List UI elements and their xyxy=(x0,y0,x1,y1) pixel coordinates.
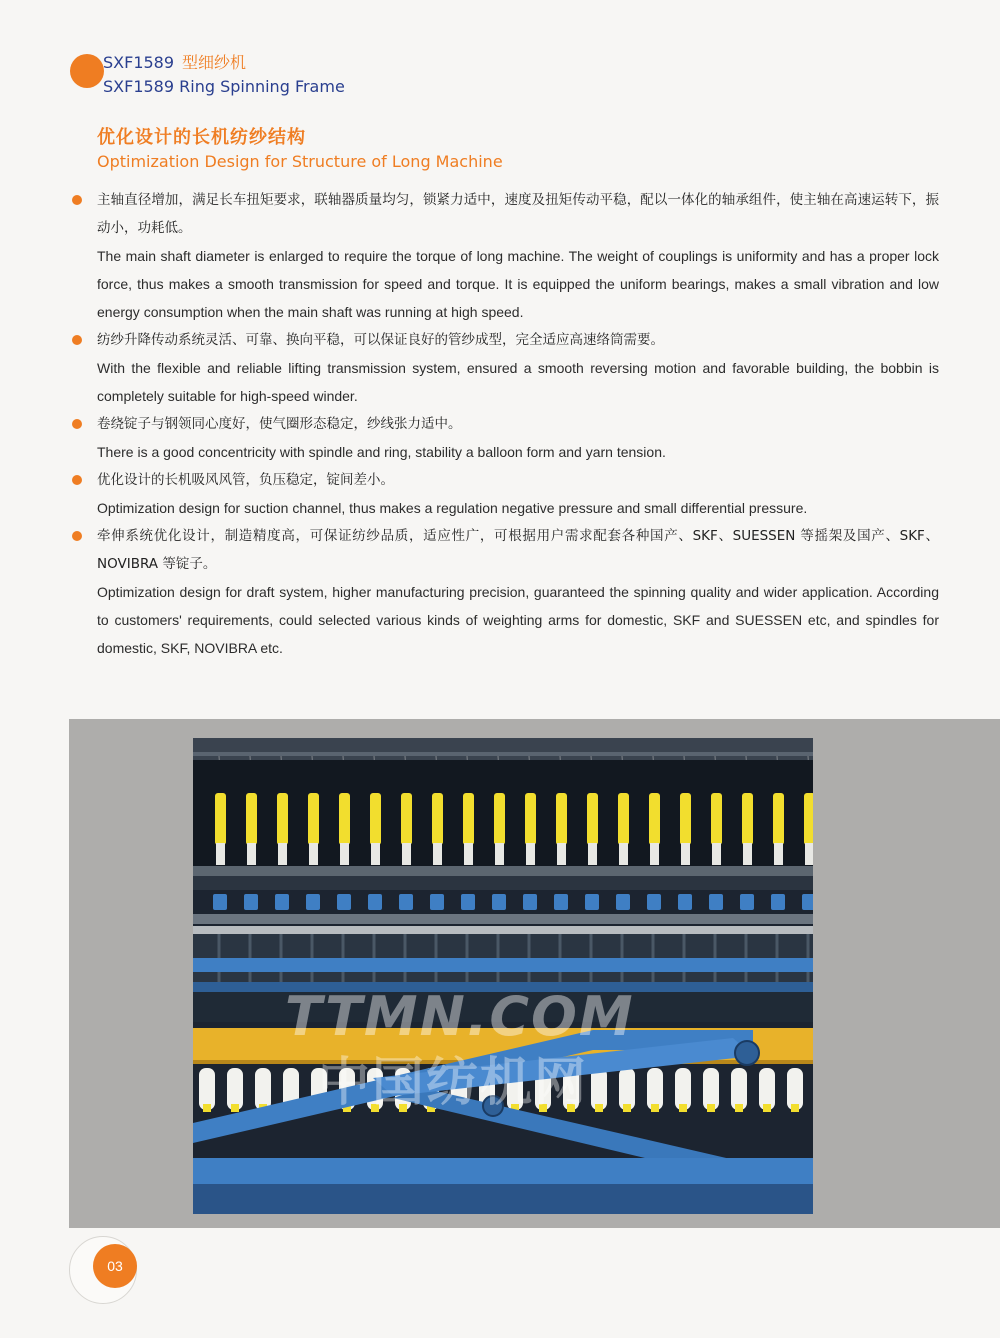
white-tube-base xyxy=(681,843,690,865)
yellow-bobbin xyxy=(432,793,443,845)
white-tube-base xyxy=(309,843,318,865)
spindle-head xyxy=(399,894,413,910)
feature-text-en: Optimization design for draft system, higher manufacturing precision, guaranteed the spinning quality and wider application. According to customers' requirements, could selected various kinds of weighting arms for domestic, SKF and SUESSEN etc, and spindles for domestic, SKF, NOVIBRA etc. xyxy=(97,584,939,656)
feature-list xyxy=(97,186,939,662)
yellow-bobbin xyxy=(742,793,753,845)
yellow-bobbin xyxy=(587,793,598,845)
spindle-head xyxy=(523,894,537,910)
white-tube-base xyxy=(805,843,813,865)
white-tube-base xyxy=(619,843,628,865)
white-bobbin xyxy=(255,1068,271,1110)
bobbin-tip xyxy=(679,1104,687,1112)
yellow-bobbin xyxy=(215,793,226,845)
machine-photo xyxy=(193,738,813,1214)
yellow-bobbin xyxy=(804,793,813,845)
yellow-bobbin xyxy=(618,793,629,845)
feature-text-cn: 优化设计的长机吸风风管，负压稳定，锭间差小。 xyxy=(97,472,394,488)
spindle-head xyxy=(213,894,227,910)
section-title-cn: 优化设计的长机纺纱结构 xyxy=(97,127,306,148)
feature-text-en: There is a good concentricity with spindle and ring, stability a balloon form and yarn tension. xyxy=(97,444,666,460)
white-tube-base xyxy=(743,843,752,865)
yellow-bobbin xyxy=(308,793,319,845)
spindle-head xyxy=(244,894,258,910)
bobbin-tip xyxy=(707,1104,715,1112)
white-tube-base xyxy=(402,843,411,865)
bobbin-tip xyxy=(203,1104,211,1112)
white-tube-base xyxy=(371,843,380,865)
page-number: 03 xyxy=(93,1244,137,1288)
bullet-dot xyxy=(72,335,82,345)
spindle-head xyxy=(430,894,444,910)
white-bobbin xyxy=(703,1068,719,1110)
watermark-en: TTMN.COM xyxy=(285,985,635,1048)
white-tube-base xyxy=(650,843,659,865)
white-tube-base xyxy=(464,843,473,865)
feature-item xyxy=(97,326,939,410)
feature-text-cn: 主轴直径增加，满足长车扭矩要求，联轴器质量均匀，锁紧力适中，速度及扭矩传动平稳，配以一体化的轴承组件，使主轴在高速运转下，振动小，功耗低。 xyxy=(97,192,939,236)
bobbin-tip xyxy=(623,1104,631,1112)
yellow-bobbin xyxy=(277,793,288,845)
white-tube-base xyxy=(774,843,783,865)
yellow-bobbin xyxy=(649,793,660,845)
white-tube-base xyxy=(433,843,442,865)
yellow-bobbin xyxy=(680,793,691,845)
white-bobbin xyxy=(591,1068,607,1110)
spindle-head xyxy=(554,894,568,910)
spindle-head xyxy=(647,894,661,910)
yellow-bobbin xyxy=(246,793,257,845)
feature-text-cn: 牵伸系统优化设计，制造精度高，可保证纺纱品质，适应性广，可根据用户需求配套各种国产、SKF、SUESSEN 等摇架及国产、SKF、NOVIBRA 等锭子。 xyxy=(97,528,939,572)
feature-item xyxy=(97,410,939,466)
bullet-dot xyxy=(72,419,82,429)
feature-text-cn: 卷绕锭子与钢领同心度好，使气圈形态稳定，纱线张力适中。 xyxy=(97,416,462,432)
header-model: SXF1589 xyxy=(103,53,175,72)
bobbin-tip xyxy=(651,1104,659,1112)
spindle-head xyxy=(585,894,599,910)
white-bobbin xyxy=(647,1068,663,1110)
spindle-head xyxy=(337,894,351,910)
feature-item xyxy=(97,466,939,522)
feature-text-en: With the flexible and reliable lifting transmission system, ensured a smooth reversing motion and favorable building, the bobbin is completely suitable for high-speed winder. xyxy=(97,360,939,404)
spindle-head xyxy=(492,894,506,910)
yellow-bobbin xyxy=(339,793,350,845)
white-bobbin xyxy=(675,1068,691,1110)
white-tube-base xyxy=(557,843,566,865)
spindle-head xyxy=(461,894,475,910)
white-bobbin xyxy=(787,1068,803,1110)
bobbin-tip xyxy=(231,1104,239,1112)
feature-item xyxy=(97,186,939,326)
header-orange-dot xyxy=(70,54,104,88)
bullet-dot xyxy=(72,531,82,541)
spindle-head xyxy=(709,894,723,910)
spindle-head xyxy=(275,894,289,910)
yellow-bobbin xyxy=(401,793,412,845)
spindle-head xyxy=(802,894,813,910)
white-bobbin xyxy=(731,1068,747,1110)
white-tube-base xyxy=(712,843,721,865)
white-tube-base xyxy=(588,843,597,865)
white-tube-base xyxy=(216,843,225,865)
yellow-bobbin xyxy=(525,793,536,845)
spindle-head xyxy=(678,894,692,910)
bobbin-tip xyxy=(595,1104,603,1112)
spindle-head xyxy=(740,894,754,910)
header-name-en: SXF1589 Ring Spinning Frame xyxy=(103,77,345,96)
feature-text-cn: 纺纱升降传动系统灵活、可靠、换向平稳，可以保证良好的管纱成型，完全适应高速络筒需要。 xyxy=(97,332,664,348)
spindle-head xyxy=(368,894,382,910)
yellow-bobbin xyxy=(773,793,784,845)
yellow-bobbin xyxy=(711,793,722,845)
feature-text-en: Optimization design for suction channel, thus makes a regulation negative pressure and small differential pressure. xyxy=(97,500,808,516)
bobbin-tip xyxy=(735,1104,743,1112)
watermark-cn: 中国纺机网 xyxy=(318,1053,589,1113)
header-name-cn: 型细纱机 xyxy=(182,53,247,72)
white-bobbin xyxy=(227,1068,243,1110)
spindle-head xyxy=(771,894,785,910)
white-tube-base xyxy=(247,843,256,865)
white-bobbin xyxy=(619,1068,635,1110)
spindle-head xyxy=(616,894,630,910)
white-bobbin xyxy=(759,1068,775,1110)
yellow-bobbin xyxy=(370,793,381,845)
yellow-bobbin xyxy=(494,793,505,845)
bobbin-tip xyxy=(791,1104,799,1112)
spindle-head xyxy=(306,894,320,910)
section-title-en: Optimization Design for Structure of Long Machine xyxy=(97,152,503,171)
yellow-bobbin xyxy=(463,793,474,845)
white-bobbin xyxy=(199,1068,215,1110)
bullet-dot xyxy=(72,195,82,205)
bobbin-tip xyxy=(763,1104,771,1112)
feature-item xyxy=(97,522,939,662)
white-tube-base xyxy=(340,843,349,865)
yellow-bobbin xyxy=(556,793,567,845)
feature-text-en: The main shaft diameter is enlarged to require the torque of long machine. The weight of couplings is uniformity and has a proper lock force, thus makes a smooth transmission for speed and torque. It is equipped the uniform bearings, makes a small vibration and low energy consumption when the main shaft was running at high speed. xyxy=(97,248,939,320)
white-tube-base xyxy=(278,843,287,865)
white-tube-base xyxy=(526,843,535,865)
bullet-dot xyxy=(72,475,82,485)
white-tube-base xyxy=(495,843,504,865)
header-model-line xyxy=(103,50,246,73)
